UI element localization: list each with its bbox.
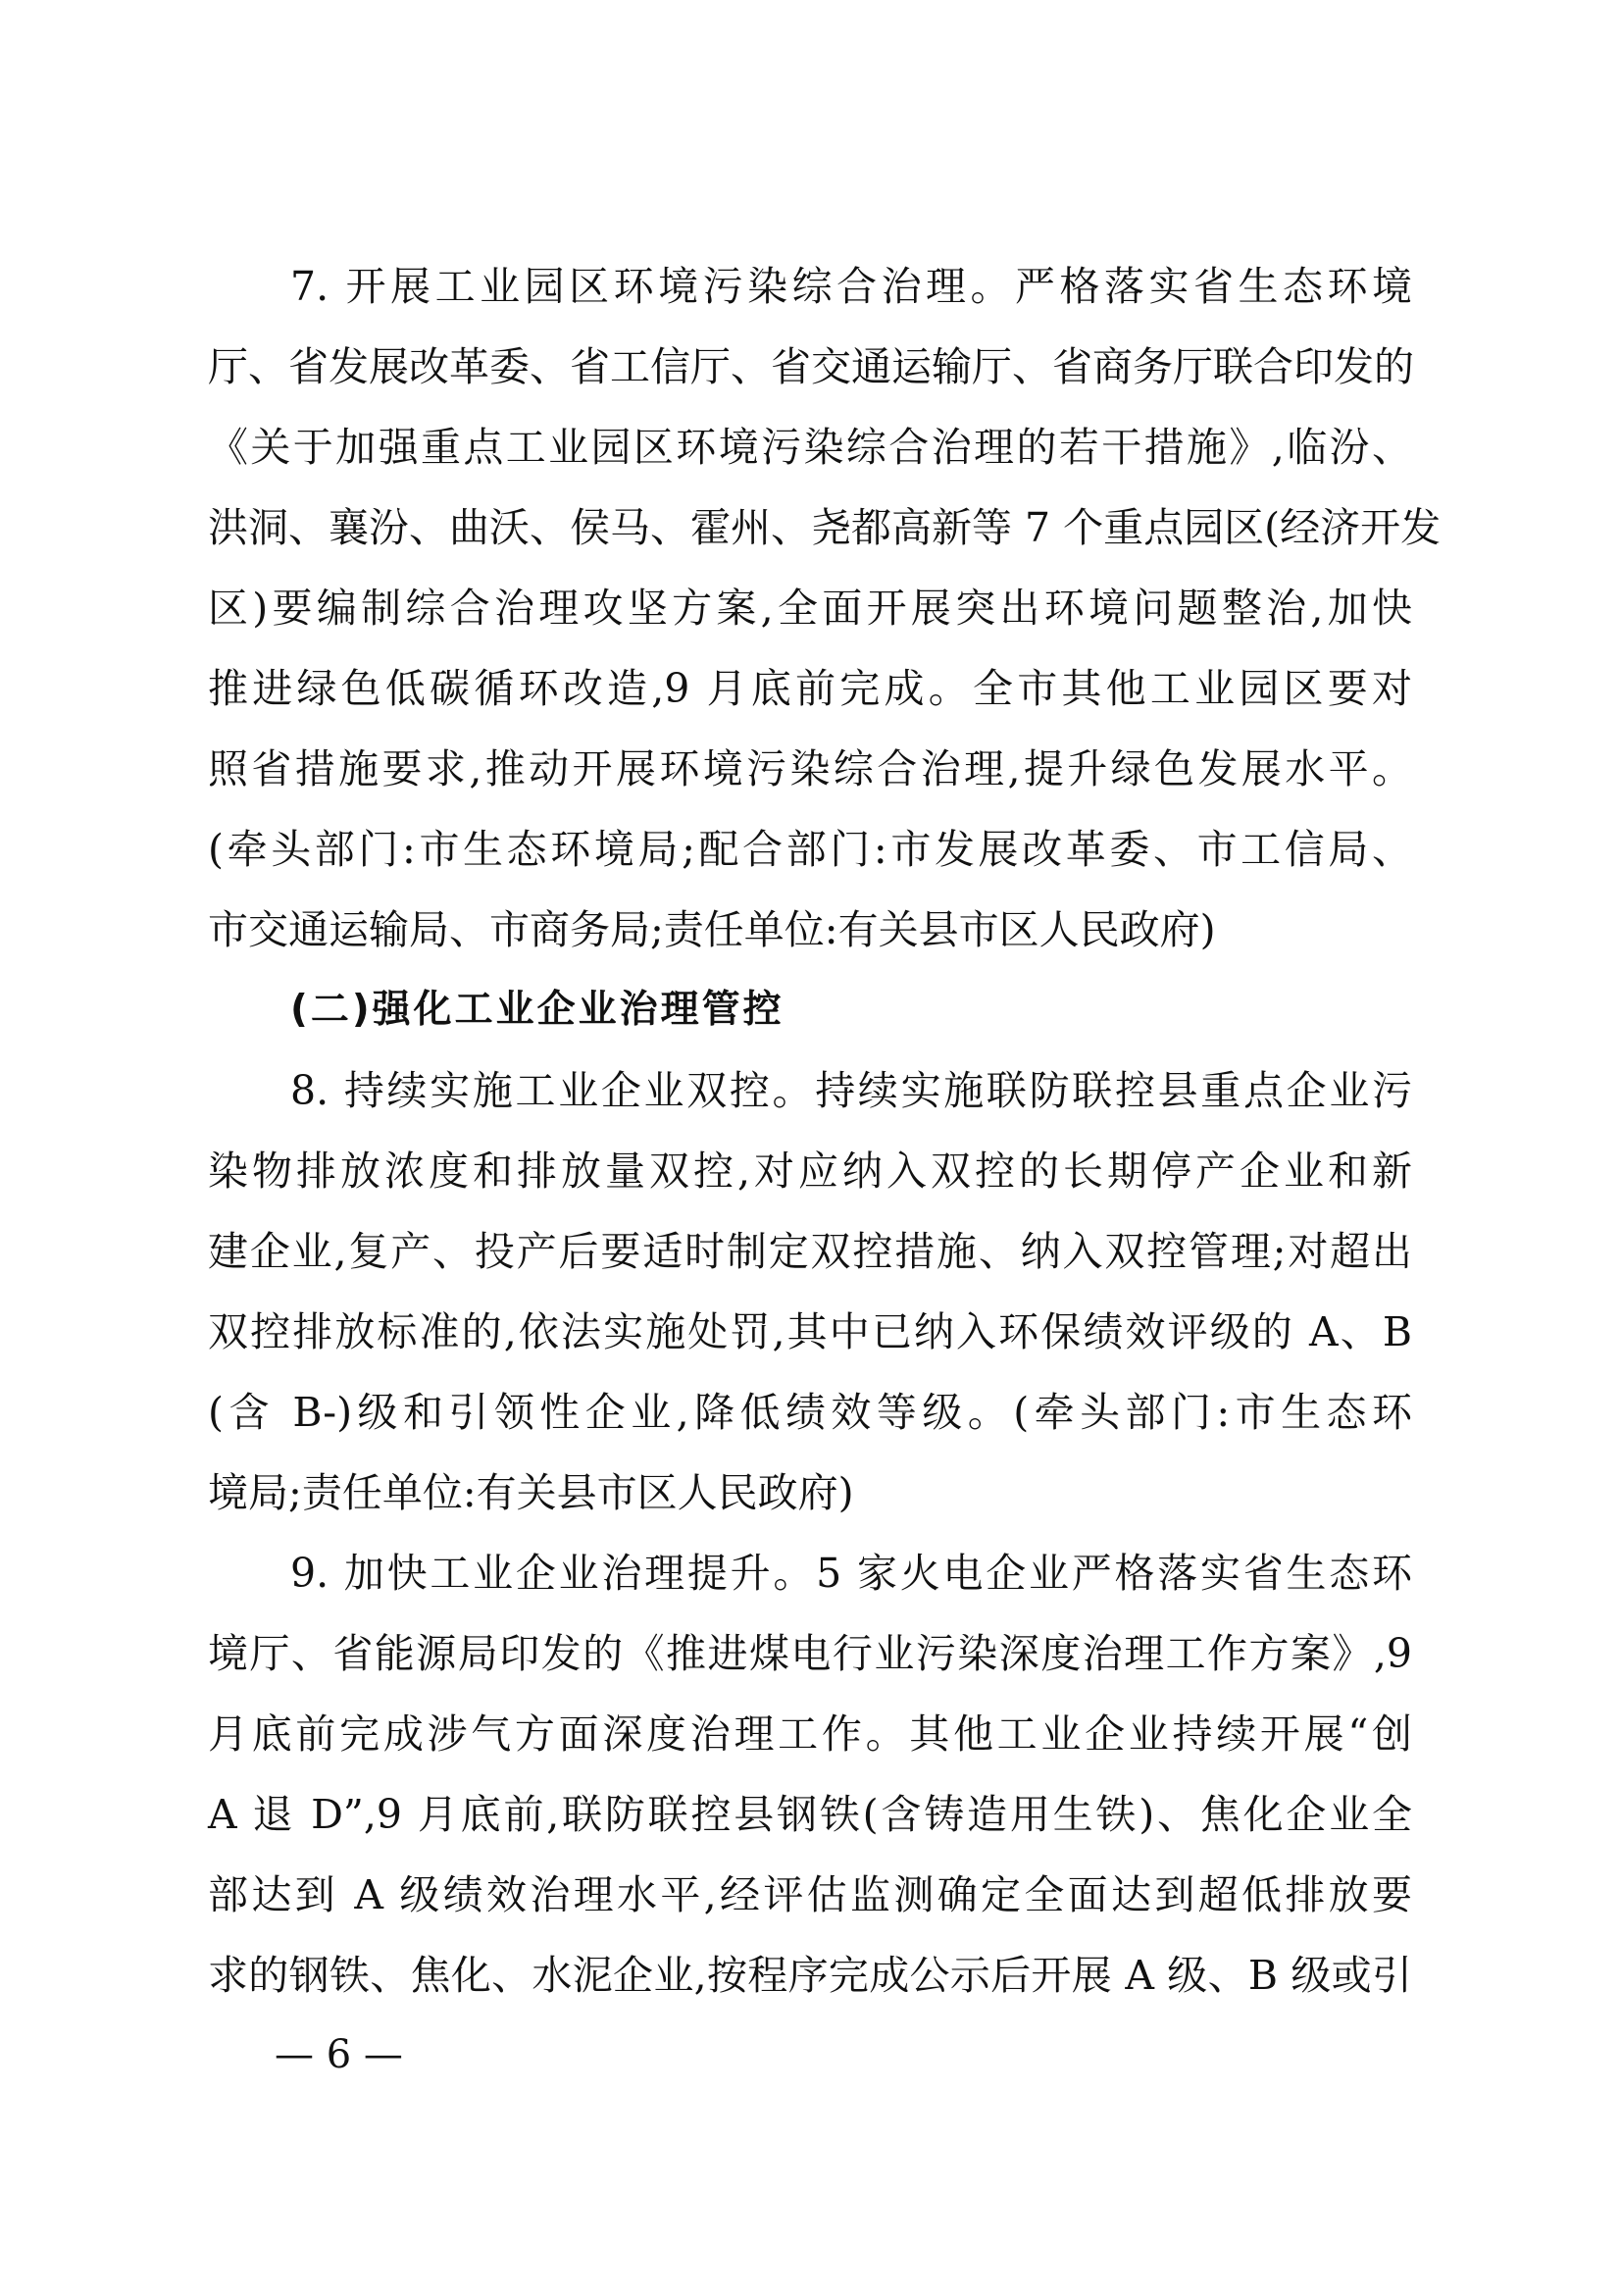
paragraph-8-line-6: 境局;责任单位:有关县市区人民政府) <box>208 1469 854 1516</box>
paragraph-7-line-6: 推进绿色低碳循环改造,9 月底前完成。全市其他工业园区要对 <box>208 665 1412 712</box>
paragraph-7-line-4: 洪洞、襄汾、曲沃、侯马、霍州、尧都高新等 7 个重点园区(经济开发 <box>208 504 1442 551</box>
paragraph-7-line-7: 照省措施要求,推动开展环境污染综合治理,提升绿色发展水平。 <box>208 745 1412 792</box>
section-heading: (二)强化工业企业治理管控 <box>290 988 785 1032</box>
page-number: — 6 — <box>275 2032 403 2077</box>
paragraph-9-line-3: 月底前完成涉气方面深度治理工作。其他工业企业持续开展“创 <box>208 1710 1412 1758</box>
paragraph-7-line-2: 厅、省发展改革委、省工信厅、省交通运输厅、省商务厅联合印发的 <box>208 343 1414 390</box>
paragraph-8-line-4: 双控排放标准的,依法实施处罚,其中已纳入环保绩效评级的 A、B <box>208 1308 1412 1355</box>
paragraph-9-line-2: 境厅、省能源局印发的《推进煤电行业污染深度治理工作方案》,9 <box>208 1630 1412 1677</box>
paragraph-9-line-1: 9. 加快工业企业治理提升。5 家火电企业严格落实省生态环 <box>290 1550 1412 1597</box>
paragraph-7-line-3: 《关于加强重点工业园区环境污染综合治理的若干措施》,临汾、 <box>208 424 1412 471</box>
paragraph-8-line-3: 建企业,复产、投产后要适时制定双控措施、纳入双控管理;对超出 <box>208 1228 1412 1275</box>
paragraph-8-line-1: 8. 持续实施工业企业双控。持续实施联防联控县重点企业污 <box>290 1067 1412 1114</box>
paragraph-9-line-5: 部达到 A 级绩效治理水平,经评估监测确定全面达到超低排放要 <box>208 1871 1412 1918</box>
paragraph-9-line-4: A 退 D”,9 月底前,联防联控县钢铁(含铸造用生铁)、焦化企业全 <box>208 1791 1412 1838</box>
paragraph-8-line-5: (含 B-)级和引领性企业,降低绩效等级。(牵头部门:市生态环 <box>208 1389 1412 1436</box>
paragraph-7-line-5: 区)要编制综合治理攻坚方案,全面开展突出环境问题整治,加快 <box>208 585 1412 632</box>
paragraph-9-line-6: 求的钢铁、焦化、水泥企业,按程序完成公示后开展 A 级、B 级或引 <box>208 1952 1412 1999</box>
paragraph-7-line-8: (牵头部门:市生态环境局;配合部门:市发展改革委、市工信局、 <box>208 826 1412 873</box>
paragraph-7-line-1: 7. 开展工业园区环境污染综合治理。严格落实省生态环境 <box>290 263 1412 310</box>
paragraph-8-line-2: 染物排放浓度和排放量双控,对应纳入双控的长期停产企业和新 <box>208 1148 1412 1195</box>
paragraph-7-line-9: 市交通运输局、市商务局;责任单位:有关县市区人民政府) <box>208 906 1216 953</box>
